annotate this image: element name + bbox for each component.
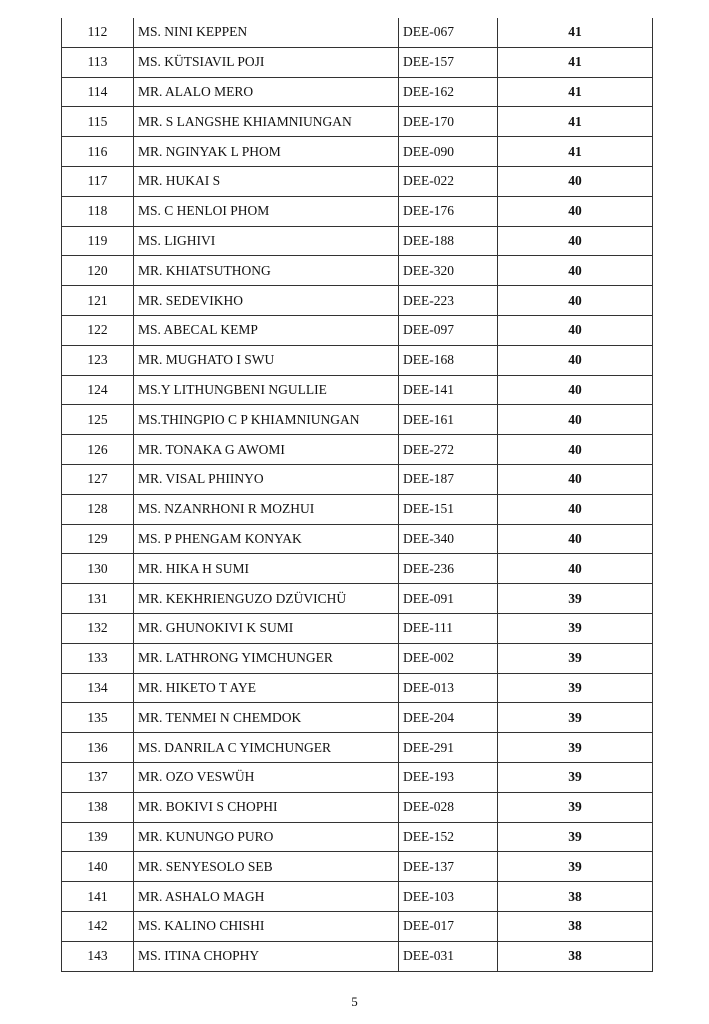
- serial-number-cell: 124: [62, 375, 134, 405]
- serial-number-cell: 122: [62, 315, 134, 345]
- table-row: [62, 524, 653, 554]
- score-cell: 40: [498, 375, 653, 405]
- serial-number-cell: 120: [62, 256, 134, 286]
- score-cell: 39: [498, 852, 653, 882]
- table-row: [62, 137, 653, 167]
- table-row: [62, 882, 653, 912]
- roll-number-cell: DEE-152: [399, 822, 498, 852]
- roll-number-cell: DEE-111: [399, 613, 498, 643]
- roll-number-cell: DEE-162: [399, 77, 498, 107]
- candidate-name-cell: MR. VISAL PHIINYO: [134, 464, 399, 494]
- serial-number-cell: 132: [62, 613, 134, 643]
- score-cell: 41: [498, 47, 653, 77]
- candidate-name-cell: MR. SENYESOLO SEB: [134, 852, 399, 882]
- roll-number-cell: DEE-157: [399, 47, 498, 77]
- table-row: [62, 494, 653, 524]
- candidate-name-cell: MR. ALALO MERO: [134, 77, 399, 107]
- roll-number-cell: DEE-091: [399, 584, 498, 614]
- serial-number-cell: 115: [62, 107, 134, 137]
- roll-number-cell: DEE-170: [399, 107, 498, 137]
- score-cell: 38: [498, 882, 653, 912]
- serial-number-cell: 136: [62, 733, 134, 763]
- roll-number-cell: DEE-272: [399, 435, 498, 465]
- roll-number-cell: DEE-067: [399, 18, 498, 47]
- candidate-name-cell: MS. ABECAL KEMP: [134, 315, 399, 345]
- roll-number-cell: DEE-031: [399, 941, 498, 971]
- score-cell: 38: [498, 941, 653, 971]
- roll-number-cell: DEE-236: [399, 554, 498, 584]
- roll-number-cell: DEE-137: [399, 852, 498, 882]
- candidate-name-cell: MR. KHIATSUTHONG: [134, 256, 399, 286]
- roll-number-cell: DEE-151: [399, 494, 498, 524]
- candidate-name-cell: MR. HIKA H SUMI: [134, 554, 399, 584]
- score-cell: 40: [498, 226, 653, 256]
- serial-number-cell: 135: [62, 703, 134, 733]
- table-row: [62, 584, 653, 614]
- serial-number-cell: 125: [62, 405, 134, 435]
- candidate-name-cell: MS. ITINA CHOPHY: [134, 941, 399, 971]
- candidate-name-cell: MS. LIGHIVI: [134, 226, 399, 256]
- score-cell: 40: [498, 405, 653, 435]
- roll-number-cell: DEE-291: [399, 733, 498, 763]
- roll-number-cell: DEE-176: [399, 196, 498, 226]
- table-row: [62, 613, 653, 643]
- table-row: [62, 703, 653, 733]
- table-row: [62, 822, 653, 852]
- score-cell: 40: [498, 494, 653, 524]
- roll-number-cell: DEE-161: [399, 405, 498, 435]
- serial-number-cell: 130: [62, 554, 134, 584]
- table-row: [62, 196, 653, 226]
- score-cell: 41: [498, 137, 653, 167]
- serial-number-cell: 134: [62, 673, 134, 703]
- score-cell: 41: [498, 107, 653, 137]
- score-cell: 39: [498, 643, 653, 673]
- candidate-name-cell: MS. KALINO CHISHI: [134, 911, 399, 941]
- score-cell: 40: [498, 464, 653, 494]
- table-row: [62, 762, 653, 792]
- candidate-name-cell: MS.THINGPIO C P KHIAMNIUNGAN: [134, 405, 399, 435]
- results-table: [61, 18, 653, 972]
- score-cell: 39: [498, 792, 653, 822]
- serial-number-cell: 133: [62, 643, 134, 673]
- serial-number-cell: 119: [62, 226, 134, 256]
- serial-number-cell: 126: [62, 435, 134, 465]
- candidate-name-cell: MR. OZO VESWÜH: [134, 762, 399, 792]
- roll-number-cell: DEE-028: [399, 792, 498, 822]
- table-row: [62, 286, 653, 316]
- score-cell: 39: [498, 613, 653, 643]
- score-cell: 41: [498, 18, 653, 47]
- table-row: [62, 166, 653, 196]
- candidate-name-cell: MR. MUGHATO I SWU: [134, 345, 399, 375]
- roll-number-cell: DEE-193: [399, 762, 498, 792]
- serial-number-cell: 127: [62, 464, 134, 494]
- candidate-name-cell: MS.Y LITHUNGBENI NGULLIE: [134, 375, 399, 405]
- candidate-name-cell: MS. C HENLOI PHOM: [134, 196, 399, 226]
- table-row: [62, 673, 653, 703]
- table-row: [62, 405, 653, 435]
- table-row: [62, 77, 653, 107]
- candidate-name-cell: MR. TENMEI N CHEMDOK: [134, 703, 399, 733]
- score-cell: 40: [498, 196, 653, 226]
- serial-number-cell: 143: [62, 941, 134, 971]
- score-cell: 40: [498, 435, 653, 465]
- table-row: [62, 941, 653, 971]
- candidate-name-cell: MS. DANRILA C YIMCHUNGER: [134, 733, 399, 763]
- table-row: [62, 435, 653, 465]
- serial-number-cell: 112: [62, 18, 134, 47]
- score-cell: 41: [498, 77, 653, 107]
- serial-number-cell: 137: [62, 762, 134, 792]
- roll-number-cell: DEE-013: [399, 673, 498, 703]
- serial-number-cell: 116: [62, 137, 134, 167]
- table-row: [62, 226, 653, 256]
- candidate-name-cell: MS. P PHENGAM KONYAK: [134, 524, 399, 554]
- serial-number-cell: 121: [62, 286, 134, 316]
- candidate-name-cell: MS. KÜTSIAVIL POJI: [134, 47, 399, 77]
- table-row: [62, 47, 653, 77]
- serial-number-cell: 131: [62, 584, 134, 614]
- serial-number-cell: 123: [62, 345, 134, 375]
- table-row: [62, 554, 653, 584]
- score-cell: 40: [498, 524, 653, 554]
- score-cell: 39: [498, 584, 653, 614]
- score-cell: 40: [498, 256, 653, 286]
- score-cell: 39: [498, 703, 653, 733]
- candidate-name-cell: MR. KUNUNGO PURO: [134, 822, 399, 852]
- serial-number-cell: 142: [62, 911, 134, 941]
- candidate-name-cell: MR. HUKAI S: [134, 166, 399, 196]
- score-cell: 40: [498, 286, 653, 316]
- candidate-name-cell: MS. NINI KEPPEN: [134, 18, 399, 47]
- score-cell: 40: [498, 554, 653, 584]
- roll-number-cell: DEE-187: [399, 464, 498, 494]
- score-cell: 39: [498, 733, 653, 763]
- score-cell: 40: [498, 345, 653, 375]
- serial-number-cell: 139: [62, 822, 134, 852]
- roll-number-cell: DEE-188: [399, 226, 498, 256]
- table-row: [62, 18, 653, 47]
- candidate-name-cell: MR. SEDEVIKHO: [134, 286, 399, 316]
- roll-number-cell: DEE-204: [399, 703, 498, 733]
- table-row: [62, 315, 653, 345]
- results-table-body: [62, 18, 653, 971]
- serial-number-cell: 118: [62, 196, 134, 226]
- table-row: [62, 852, 653, 882]
- candidate-name-cell: MR. KEKHRIENGUZO DZÜVICHÜ: [134, 584, 399, 614]
- table-row: [62, 107, 653, 137]
- score-cell: 39: [498, 673, 653, 703]
- candidate-name-cell: MR. GHUNOKIVI K SUMI: [134, 613, 399, 643]
- roll-number-cell: DEE-002: [399, 643, 498, 673]
- roll-number-cell: DEE-340: [399, 524, 498, 554]
- candidate-name-cell: MS. NZANRHONI R MOZHUI: [134, 494, 399, 524]
- table-row: [62, 256, 653, 286]
- table-row: [62, 733, 653, 763]
- candidate-name-cell: MR. BOKIVI S CHOPHI: [134, 792, 399, 822]
- roll-number-cell: DEE-320: [399, 256, 498, 286]
- serial-number-cell: 129: [62, 524, 134, 554]
- roll-number-cell: DEE-022: [399, 166, 498, 196]
- table-row: [62, 792, 653, 822]
- score-cell: 40: [498, 315, 653, 345]
- candidate-name-cell: MR. TONAKA G AWOMI: [134, 435, 399, 465]
- table-row: [62, 345, 653, 375]
- roll-number-cell: DEE-168: [399, 345, 498, 375]
- serial-number-cell: 117: [62, 166, 134, 196]
- table-row: [62, 464, 653, 494]
- roll-number-cell: DEE-090: [399, 137, 498, 167]
- candidate-name-cell: MR. LATHRONG YIMCHUNGER: [134, 643, 399, 673]
- serial-number-cell: 113: [62, 47, 134, 77]
- table-row: [62, 911, 653, 941]
- candidate-name-cell: MR. S LANGSHE KHIAMNIUNGAN: [134, 107, 399, 137]
- roll-number-cell: DEE-223: [399, 286, 498, 316]
- roll-number-cell: DEE-017: [399, 911, 498, 941]
- page-number: 5: [351, 994, 358, 1009]
- table-row: [62, 643, 653, 673]
- candidate-name-cell: MR. ASHALO MAGH: [134, 882, 399, 912]
- roll-number-cell: DEE-141: [399, 375, 498, 405]
- roll-number-cell: DEE-097: [399, 315, 498, 345]
- candidate-name-cell: MR. HIKETO T AYE: [134, 673, 399, 703]
- serial-number-cell: 114: [62, 77, 134, 107]
- score-cell: 38: [498, 911, 653, 941]
- candidate-name-cell: MR. NGINYAK L PHOM: [134, 137, 399, 167]
- table-row: [62, 375, 653, 405]
- score-cell: 39: [498, 822, 653, 852]
- serial-number-cell: 140: [62, 852, 134, 882]
- serial-number-cell: 138: [62, 792, 134, 822]
- score-cell: 39: [498, 762, 653, 792]
- roll-number-cell: DEE-103: [399, 882, 498, 912]
- score-cell: 40: [498, 166, 653, 196]
- serial-number-cell: 128: [62, 494, 134, 524]
- serial-number-cell: 141: [62, 882, 134, 912]
